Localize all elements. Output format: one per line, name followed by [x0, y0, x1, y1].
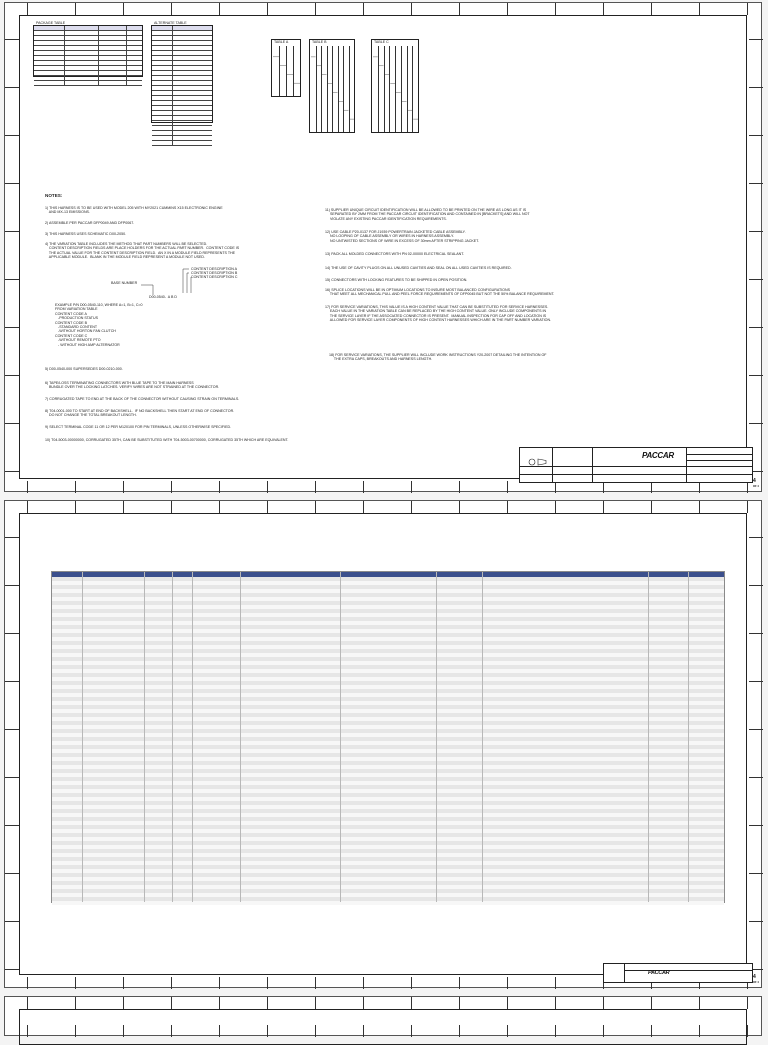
frame-tick — [5, 87, 19, 88]
frame-tick — [459, 481, 460, 493]
frame-tick — [749, 921, 763, 922]
frame-tick — [5, 873, 19, 874]
variation-stair-lines — [372, 40, 418, 134]
table-column-rule — [172, 111, 173, 115]
table-column-rule — [172, 76, 173, 80]
table-column-rule — [172, 121, 173, 125]
alternate-table — [151, 21, 213, 123]
frame-tick — [171, 997, 172, 1009]
table-column-rule — [126, 46, 127, 50]
frame-tick — [5, 471, 19, 472]
table-column-rule — [64, 76, 65, 80]
frame-tick — [27, 3, 28, 15]
frame-tick — [219, 977, 220, 989]
note-13: 13) PACK ALL MOLDED CONNECTORS WITH PN 02-00000 ELECTRICAL SEALANT. — [325, 252, 464, 256]
table-column-rule — [172, 31, 173, 35]
table-column-rule — [64, 66, 65, 70]
frame-tick — [749, 231, 763, 232]
table-column-rule — [172, 96, 173, 100]
frame-tick — [123, 997, 124, 1009]
frame-tick — [75, 997, 76, 1009]
frame-tick — [749, 183, 763, 184]
table-column-rule — [126, 31, 127, 35]
frame-tick — [749, 375, 763, 376]
frame-tick — [651, 3, 652, 15]
frame-tick — [5, 969, 19, 970]
frame-tick — [219, 481, 220, 493]
base-number-label: BASE NUMBER — [111, 281, 138, 285]
frame-tick — [267, 977, 268, 989]
paccar-logo: PACCAR — [648, 970, 670, 976]
table-column-rule — [126, 71, 127, 75]
wire-list-column-rule — [192, 572, 193, 902]
sheet-number-value: 4 — [753, 478, 756, 484]
frame-tick — [507, 501, 508, 513]
table-column-rule — [98, 36, 99, 40]
note-11: 11) SUPPLIER UNIQUE CIRCUIT IDENTIFICATION WILL BE ALLOWED TO BE PRINTED ON THE WIRE AS LONG AS IT IS SEPARATED BY 2MM FROM THE PACCAR CIRCUIT IDENTIFICATION AND CONTAINED IN [BRACKETS] AND WILL NOT VIOLATE ANY EXISTING PACCAR IDENTIFICATION REQUIREMENTS. — [325, 208, 530, 221]
frame-tick — [651, 501, 652, 513]
table-column-rule — [126, 76, 127, 80]
frame-tick — [747, 501, 748, 513]
table-column-rule — [64, 26, 65, 30]
frame-tick — [267, 481, 268, 493]
frame-tick — [219, 997, 220, 1009]
frame-tick — [267, 501, 268, 513]
frame-tick — [749, 873, 763, 874]
table-column-rule — [64, 51, 65, 55]
frame-tick — [651, 997, 652, 1009]
content-desc-a: CONTENT DESCRIPTION A — [191, 267, 238, 271]
table-column-rule — [98, 81, 99, 85]
frame-tick — [603, 997, 604, 1009]
variation-stair-lines — [272, 40, 300, 98]
frame-tick — [411, 977, 412, 989]
frame-tick — [5, 729, 19, 730]
sheet-number — [753, 479, 759, 489]
frame-tick — [459, 997, 460, 1009]
frame-tick — [699, 997, 700, 1009]
note-10: 10) T04-5003-00000000, CORRUGATED 35TH, CAN BE SUBSTITUTED WITH T04-5003-00700000, CORRUGATED 35TH WHICH ARE EQUIVALENT. — [45, 438, 289, 442]
note-8: 8) T04-0001-000 TO START AT END OF BACKSHELL. IF NO BACKSHELL THEN START AT END OF CONNECTOR. DO NOT CHANGE THE TOTAL BREAKOUT LENGTH. — [45, 409, 235, 418]
variation-table-b-title: TABLE B — [312, 40, 327, 44]
frame-tick — [5, 633, 19, 634]
wire-list-column-rule — [436, 572, 437, 902]
frame-tick — [749, 633, 763, 634]
frame-tick — [267, 3, 268, 15]
table-column-rule — [98, 61, 99, 65]
frame-tick — [123, 501, 124, 513]
title-block — [603, 963, 753, 983]
frame-tick — [5, 231, 19, 232]
frame-tick — [749, 729, 763, 730]
frame-tick — [27, 977, 28, 989]
table-column-rule — [172, 26, 173, 30]
frame-tick — [267, 997, 268, 1009]
frame-tick — [747, 1025, 748, 1037]
frame-tick — [363, 501, 364, 513]
table-row — [152, 141, 212, 146]
notes-heading: NOTES: — [45, 193, 63, 198]
table-column-rule — [98, 71, 99, 75]
frame-tick — [459, 3, 460, 15]
frame-tick — [315, 977, 316, 989]
frame-tick — [507, 977, 508, 989]
table-column-rule — [98, 66, 99, 70]
frame-tick — [749, 39, 763, 40]
table-column-rule — [172, 126, 173, 130]
frame-tick — [5, 423, 19, 424]
frame-tick — [507, 481, 508, 493]
table-column-rule — [172, 56, 173, 60]
variation-table-c — [371, 39, 419, 133]
table-column-rule — [172, 61, 173, 65]
table-column-rule — [98, 56, 99, 60]
frame-tick — [603, 501, 604, 513]
frame-tick — [411, 997, 412, 1009]
content-desc-b: CONTENT DESCRIPTION B — [191, 271, 238, 275]
table-column-rule — [98, 46, 99, 50]
note-17: 17) FOR SERVICE VARIATIONS, THIS VALUE IS A HIGH CONTENT VALUE THAT CAN BE SUBSTITUTED FOR SERVICE HARNESSES. EACH VALUE IN THE VARIATION TABLE CAN BE REPLACED BY THE HIGH CONTENT VALUE. ONLY INCLUDE COMPONENTS IN THE SERVICE LAYER IF THE ASSOCIATED CONNECTOR IS PRESENT. MANUAL INSPECTION FOR CAP OFF AND LOCATION IS ALLOWED FOR SERVICE LAYER COMPONENTS OF HIGH CONTENT HARNESSES WHICH ARE IN THE PART NUMBER VARIATION. — [325, 305, 552, 323]
note-6: 6) TAPE/LOSS TERMINATING CONNECTORS WITH BLUE TAPE TO THE MAIN HARNESS BUNDLE OVER THE LOCKING LATCHES. VERIFY WIRES ARE NOT STRAINED AT THE CONNECTOR. — [45, 381, 220, 390]
table-column-rule — [98, 76, 99, 80]
frame-tick — [123, 481, 124, 493]
frame-tick — [171, 481, 172, 493]
note-14: 14) THE USE OF CAVITY PLUGS ON ALL UNUSED CAVITIES AND SEAL ON ALL USED CAVITIES IS REQUIRED. — [325, 266, 512, 270]
projection-symbol-icon — [526, 453, 548, 461]
table-column-rule — [126, 36, 127, 40]
wire-list-table — [51, 571, 725, 903]
frame-tick — [699, 3, 700, 15]
table-column-rule — [172, 46, 173, 50]
frame-tick — [749, 777, 763, 778]
variation-table-a-title: TABLE A — [274, 40, 289, 44]
variation-table-c-title: TABLE C — [374, 40, 389, 44]
sheet-number-suffix: OF 4 — [753, 485, 759, 488]
frame-tick — [363, 977, 364, 989]
frame-tick — [123, 3, 124, 15]
frame-tick — [5, 183, 19, 184]
table-column-rule — [172, 131, 173, 135]
wire-list-column-rule — [482, 572, 483, 902]
frame-tick — [315, 501, 316, 513]
table-column-rule — [172, 101, 173, 105]
wire-list-row — [52, 901, 724, 905]
frame-tick — [747, 997, 748, 1009]
frame-tick — [411, 3, 412, 15]
frame-tick — [5, 279, 19, 280]
frame-tick — [747, 3, 748, 15]
table-column-rule — [64, 61, 65, 65]
frame-tick — [363, 997, 364, 1009]
frame-tick — [749, 537, 763, 538]
table-column-rule — [172, 91, 173, 95]
table-column-rule — [64, 81, 65, 85]
note-3: 3) THIS HARNESS USES SCHEMATIC D00-2050. — [45, 232, 127, 236]
package-table — [33, 21, 143, 77]
frame-tick — [749, 327, 763, 328]
frame-tick — [699, 501, 700, 513]
frame-tick — [75, 481, 76, 493]
frame-tick — [459, 977, 460, 989]
frame-tick — [749, 423, 763, 424]
frame-tick — [219, 3, 220, 15]
note-9: 9) SELECT TERMINAL CODE 11 OR 12 PER M120100 FOR PIN TERMINALS, UNLESS OTHERWISE SPECIFIED. — [45, 425, 232, 429]
frame-tick — [171, 501, 172, 513]
frame-tick — [27, 501, 28, 513]
alternate-table-title: ALTERNATE TABLE — [154, 21, 187, 25]
table-column-rule — [98, 26, 99, 30]
frame-tick — [5, 537, 19, 538]
frame-tick — [171, 977, 172, 989]
table-row — [34, 81, 142, 86]
frame-tick — [5, 585, 19, 586]
frame-tick — [171, 3, 172, 15]
frame-tick — [5, 921, 19, 922]
note-4: 4) THE VARIATION TABLE INCLUDES THE METHOD THAT PART NUMBERS WILL BE SELECTED. CONTENT DESCRIPTION FIELDS ARE PLACE HOLDERS FOR THE ACTUAL PART NUMBER. CONTENT CODE IS THE ACTUAL VALUE FOR THE CONTENT DESCRIPTION FIELD. AN X IN A MODULE FIELD REPRESENTS THE APPLICABLE MODULE. BLANK IN THE MODULE FIELD REPRESENT A MODULE NOT USED. — [45, 242, 240, 260]
drawing-sheet-2 — [4, 500, 762, 988]
title-block — [519, 447, 753, 483]
frame-tick — [411, 501, 412, 513]
table-column-rule — [126, 26, 127, 30]
table-column-rule — [172, 41, 173, 45]
table-column-rule — [64, 36, 65, 40]
frame-tick — [555, 3, 556, 15]
frame-tick — [459, 501, 460, 513]
table-column-rule — [172, 136, 173, 140]
wire-list-column-rule — [144, 572, 145, 902]
part-number-example: D00-0540- A B D — [149, 295, 177, 299]
frame-tick — [75, 501, 76, 513]
frame-tick — [749, 279, 763, 280]
frame-tick — [75, 3, 76, 15]
table-column-rule — [98, 51, 99, 55]
paccar-logo: PACCAR — [642, 451, 674, 460]
frame-tick — [555, 977, 556, 989]
table-column-rule — [126, 51, 127, 55]
wire-list-column-rule — [172, 572, 173, 902]
package-table-title: PACKAGE TABLE — [36, 21, 66, 25]
sheet-number-value: 4 — [753, 974, 756, 980]
drawing-sheet-1 — [4, 2, 762, 492]
frame-tick — [75, 977, 76, 989]
frame-tick — [5, 777, 19, 778]
frame-tick — [315, 997, 316, 1009]
note-5: 5) D00-0540-000 SUPERSEDES D00-0210-000. — [45, 367, 123, 371]
wire-list-column-rule — [688, 572, 689, 902]
note-1: 1) THIS HARNESS IS TO BE USED WITH MODEL 205 WITH MY2021 CUMMINS X15 ELECTRONIC ENGINE AND MX-13 EMISSIONS. — [45, 206, 223, 215]
table-column-rule — [172, 36, 173, 40]
table-column-rule — [172, 66, 173, 70]
frame-tick — [27, 997, 28, 1009]
frame-tick — [749, 681, 763, 682]
frame-tick — [749, 825, 763, 826]
variation-table-a — [271, 39, 301, 97]
sheet-number-suffix: OF 4 — [753, 981, 759, 984]
table-column-rule — [172, 86, 173, 90]
frame-tick — [5, 327, 19, 328]
frame-tick — [507, 997, 508, 1009]
drawing-sheet-3 — [4, 996, 762, 1036]
frame-tick — [5, 375, 19, 376]
example-block: EXAMPLE P/N D00-0540-110, WHERE A=1, B=1, C=0 FROM VARIATION TABLE CONTENT CODE A -PRODUCTION STATUS CONTENT CODE B -STANDARD CONTENT -WITHOUT HORTON FAN CLUTCH CONTENT CODE C -WITHOUT REMOTE PTO - WITHOUT HIGH AMP ALTERNATOR — [55, 303, 143, 347]
table-column-rule — [64, 41, 65, 45]
frame-tick — [363, 481, 364, 493]
note-15: 15) CONNECTORS WITH LOCKING FEATURES TO BE SHIPPED IN OPEN POSITION. — [325, 278, 468, 282]
frame-tick — [749, 87, 763, 88]
table-column-rule — [172, 51, 173, 55]
table-column-rule — [126, 66, 127, 70]
frame-tick — [5, 135, 19, 136]
table-column-rule — [172, 106, 173, 110]
wire-list-column-rule — [82, 572, 83, 902]
variation-stair-lines — [310, 40, 354, 134]
frame-tick — [749, 585, 763, 586]
content-desc-c: CONTENT DESCRIPTION C — [191, 275, 238, 279]
note-2: 2) ASSEMBLE PER PACCAR DFP0049 AND DFP0067. — [45, 221, 135, 225]
base-number-leaders — [141, 265, 221, 305]
sheet-number — [753, 975, 759, 985]
table-column-rule — [98, 31, 99, 35]
table-column-rule — [126, 56, 127, 60]
note-12: 12) USE CABLE P20-0137 FOR J1939 POWERTRAIN JACKETED CABLE ASSEMBLY. NO LOOPING OF CABLE ASSEMBLY OR WIRES IN HARNESS ASSEMBLY. NO UNTWISTED SECTIONS OF WIRE IN EXCESS OF 30mm AFTER STRIPPING JACKET. — [325, 230, 479, 243]
wire-list-column-rule — [240, 572, 241, 902]
note-18: 18) FOR SERVICE VARIATIONS, THE SUPPLIER WILL INCLUDE WORK INSTRUCTIONS Y20-2007 DETAILING THE INTENTION OF THE EXTRA CAPS, BREAKOUTS AND HARNESS LENGTH. — [329, 353, 547, 362]
table-column-rule — [126, 61, 127, 65]
frame-tick — [507, 3, 508, 15]
table-column-rule — [126, 81, 127, 85]
frame-tick — [219, 501, 220, 513]
frame-tick — [315, 3, 316, 15]
table-column-rule — [64, 31, 65, 35]
drawing-frame — [19, 1009, 747, 1045]
note-7: 7) CORRUGATED TAPE TO END AT THE BACK OF THE CONNECTOR WITHOUT CAUSING STRAIN ON TERMINALS. — [45, 397, 240, 401]
frame-tick — [5, 681, 19, 682]
table-column-rule — [172, 141, 173, 145]
variation-table-b — [309, 39, 355, 133]
table-column-rule — [172, 116, 173, 120]
note-16: 16) SPLICE LOCATIONS WILL BE IN OPTIMUM LOCATIONS TO INSURE MOST BALANCED CONFIGURATIONS THAT MEET ALL MECHANICAL PULL AND PEEL FORCE REQUIREMENTS OF DFP0045 BUT NOT THE 50% BALANCE REQUIREMENT. — [325, 288, 555, 297]
frame-tick — [555, 501, 556, 513]
frame-tick — [5, 39, 19, 40]
frame-tick — [123, 977, 124, 989]
frame-tick — [27, 481, 28, 493]
table-column-rule — [64, 56, 65, 60]
frame-tick — [749, 135, 763, 136]
frame-tick — [603, 3, 604, 15]
table-column-rule — [98, 41, 99, 45]
frame-tick — [555, 997, 556, 1009]
frame-tick — [411, 481, 412, 493]
table-column-rule — [126, 41, 127, 45]
table-column-rule — [64, 71, 65, 75]
table-column-rule — [172, 81, 173, 85]
frame-tick — [315, 481, 316, 493]
table-column-rule — [172, 71, 173, 75]
frame-tick — [363, 3, 364, 15]
wire-list-column-rule — [340, 572, 341, 902]
frame-tick — [5, 825, 19, 826]
wire-list-column-rule — [648, 572, 649, 902]
table-column-rule — [64, 46, 65, 50]
